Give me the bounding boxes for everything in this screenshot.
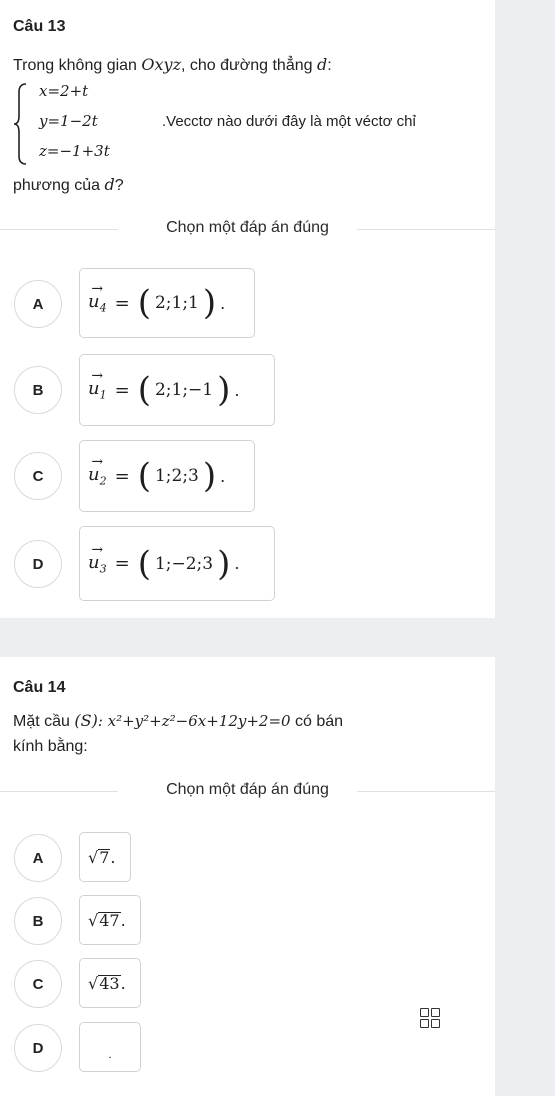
vector-symbol: → $u_4$: [88, 281, 107, 315]
option-letter[interactable]: D: [14, 540, 62, 588]
period: .: [220, 466, 226, 486]
vector-symbol: → $u_2$: [88, 454, 107, 488]
page-scroll-area: [507, 0, 555, 1096]
stem-tail: .Vecctơ nào dưới đây là một véctơ chỉ: [162, 113, 416, 130]
parametric-system: [13, 82, 163, 168]
stem-text: Trong không gian: [13, 57, 142, 74]
grid-icon[interactable]: [420, 1008, 440, 1028]
option-row[interactable]: [0, 1022, 495, 1074]
answer-divider: [0, 781, 495, 801]
option-letter[interactable]: B: [14, 366, 62, 414]
equals-sign: =: [114, 553, 130, 574]
option-row[interactable]: [0, 268, 495, 338]
answer-divider: [0, 219, 495, 239]
option-row[interactable]: [0, 354, 495, 426]
period: .: [234, 380, 240, 400]
equation-x: x=2+t: [39, 82, 89, 100]
open-paren: (: [137, 456, 151, 496]
stem-text: Mặt cầu: [13, 713, 75, 730]
sqrt-expression: √ 43 .: [88, 973, 126, 993]
vector-symbol: → $u_1$: [88, 368, 107, 402]
option-row[interactable]: [0, 895, 495, 947]
answer-instruction: Chọn một đáp án đúng: [166, 219, 329, 236]
option-letter[interactable]: C: [14, 452, 62, 500]
vector-coords: 1;−2;3: [154, 553, 214, 574]
sqrt-expression: √ 7 .: [88, 847, 116, 867]
answer-box[interactable]: [79, 440, 255, 512]
vector-coords: 2;1;1: [154, 293, 199, 313]
option-row[interactable]: [0, 832, 495, 884]
question-title: Câu 13: [13, 18, 66, 35]
stem-text: ?: [114, 177, 124, 194]
close-paren: ): [217, 543, 231, 584]
stem-text: :: [327, 57, 332, 74]
answer-box[interactable]: [79, 268, 255, 338]
option-letter[interactable]: D: [14, 1024, 62, 1072]
line-variable: d: [316, 55, 328, 74]
answer-box[interactable]: [79, 354, 275, 426]
equation-y: y=1−2t: [39, 112, 98, 130]
vector-symbol: → $u_3$: [88, 541, 107, 576]
question-title: Câu 14: [13, 679, 66, 696]
vector-coords: 1;2;3: [154, 466, 199, 486]
answer-box[interactable]: [79, 958, 141, 1008]
curly-brace: [13, 82, 29, 166]
open-paren: (: [137, 283, 151, 323]
option-letter[interactable]: A: [14, 834, 62, 882]
period: .: [108, 1047, 112, 1061]
equation-z: z=−1+3t: [39, 142, 110, 160]
stem-text: , cho đường thẳng: [181, 57, 317, 74]
equals-sign: =: [114, 292, 130, 314]
equals-sign: =: [114, 379, 130, 401]
period: .: [234, 554, 240, 573]
answer-box[interactable]: [79, 1022, 141, 1072]
answer-box[interactable]: [79, 832, 131, 882]
question-stem-line3: [13, 175, 124, 196]
stem-text: phương của: [13, 177, 105, 194]
option-letter[interactable]: C: [14, 960, 62, 1008]
answer-instruction: Chọn một đáp án đúng: [166, 781, 329, 798]
answer-box[interactable]: [79, 526, 275, 601]
option-letter[interactable]: B: [14, 897, 62, 945]
option-row[interactable]: [0, 526, 495, 601]
option-letter[interactable]: A: [14, 280, 62, 328]
open-paren: (: [137, 370, 151, 410]
answer-box[interactable]: [79, 895, 141, 945]
vector-coords: 2;1;−1: [154, 380, 214, 400]
sphere-equation: : x²+y²+z²−6x+12y+2=0: [97, 712, 291, 730]
period: .: [220, 293, 226, 313]
close-paren: ): [202, 283, 217, 323]
line-variable: d: [104, 175, 115, 194]
close-paren: ): [202, 456, 217, 496]
option-row[interactable]: [0, 440, 495, 512]
space-name: Oxyz: [141, 55, 181, 74]
question-stem-line2: kính bằng:: [13, 738, 88, 755]
stem-text: có bán: [290, 713, 344, 730]
question-card-14: [0, 657, 495, 1096]
close-paren: ): [217, 370, 231, 410]
open-paren: (: [137, 543, 151, 584]
question-stem-line1: [13, 711, 343, 732]
equals-sign: =: [114, 465, 130, 487]
sqrt-expression: √ 47 .: [88, 910, 126, 930]
sphere-name: (S): [74, 711, 98, 730]
question-stem-line1: [13, 55, 332, 76]
option-row[interactable]: [0, 958, 495, 1010]
